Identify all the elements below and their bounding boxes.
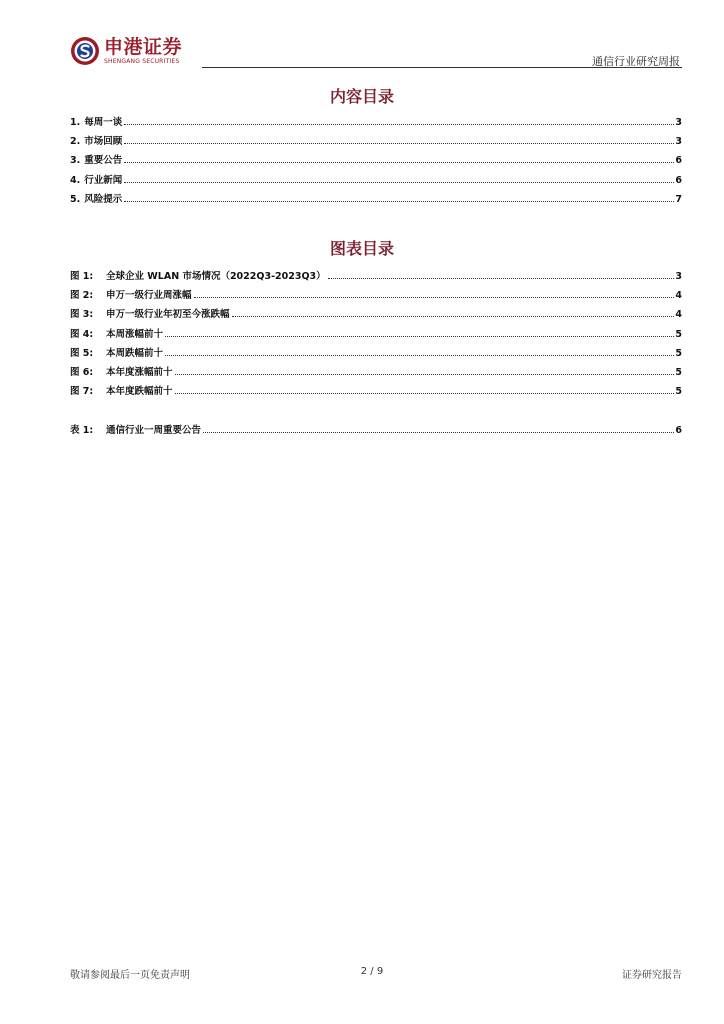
entry-label: 本周涨幅前十 [106, 328, 164, 340]
entry-number: 图 3: [70, 309, 94, 321]
tables-list [70, 422, 682, 441]
entry-number: 1. [70, 117, 81, 128]
figures-title: 图表目录 [329, 239, 394, 258]
entry-number: 4. [70, 174, 81, 186]
dot-leader [328, 277, 675, 279]
footer-doc-type: 证券研究报告 [622, 970, 682, 981]
entry-number: 5. [70, 193, 81, 205]
company-logo [70, 36, 182, 66]
dot-leader [124, 161, 674, 163]
figures-list [70, 268, 682, 402]
header-divider [202, 67, 682, 68]
entry-label: 本周跌幅前十 [106, 347, 164, 359]
dot-leader [175, 392, 675, 394]
figure-entry[interactable] [70, 326, 682, 345]
entry-label: 申万一级行业年初至今涨跌幅 [106, 309, 230, 321]
entry-title [70, 383, 173, 397]
entry-label: 市场回顾 [84, 136, 123, 148]
toc-entry[interactable] [70, 133, 682, 152]
entry-number: 图 2: [70, 290, 94, 302]
footer-disclaimer: 敬请参阅最后一页免责声明 [70, 970, 190, 981]
page-header [70, 32, 682, 72]
entry-page-number: 6 [675, 155, 682, 167]
entry-page-number: 6 [675, 174, 682, 186]
entry-title [70, 191, 122, 205]
entry-label: 本年度跌幅前十 [106, 386, 173, 398]
page-number: 2 / 9 [360, 966, 384, 977]
dot-leader [203, 431, 674, 433]
entry-page-number: 5 [675, 366, 682, 378]
logo-english-name: SHENGANG SECURITIES [104, 57, 180, 65]
entry-number: 3. [70, 155, 81, 167]
dot-leader [175, 373, 675, 375]
entry-title [70, 268, 326, 282]
entry-page-number: 6 [675, 425, 682, 436]
figure-entry[interactable] [70, 364, 682, 383]
entry-label: 本年度涨幅前十 [106, 366, 173, 378]
entry-label: 通信行业一周重要公告 [106, 425, 202, 436]
entry-page-number: 3 [675, 117, 682, 128]
entry-page-number: 5 [675, 347, 682, 359]
entry-number: 图 1: [70, 271, 94, 282]
contents-list [70, 114, 682, 210]
entry-page-number: 5 [675, 386, 682, 398]
toc-entry[interactable] [70, 114, 682, 133]
entry-title [70, 326, 163, 340]
entry-label: 全球企业 WLAN 市场情况（2022Q3-2023Q3） [106, 271, 326, 282]
dot-leader [124, 123, 674, 125]
dot-leader [124, 200, 674, 202]
entry-title [70, 172, 122, 186]
entry-title [70, 364, 173, 378]
entry-number: 图 5: [70, 347, 94, 359]
figure-entry[interactable] [70, 422, 682, 441]
entry-label: 行业新闻 [84, 174, 123, 186]
dot-leader [165, 335, 674, 337]
entry-title [70, 114, 122, 128]
dot-leader [194, 296, 675, 298]
entry-number: 表 1: [70, 425, 94, 436]
entry-label: 重要公告 [84, 155, 123, 167]
dot-leader [232, 315, 675, 317]
entry-page-number: 5 [675, 328, 682, 340]
entry-number: 图 7: [70, 386, 94, 398]
figure-entry[interactable] [70, 383, 682, 402]
entry-label: 每周一谈 [84, 117, 123, 128]
entry-number: 图 4: [70, 328, 94, 340]
dot-leader [165, 354, 674, 356]
contents-title: 内容目录 [329, 87, 394, 106]
entry-number: 图 6: [70, 366, 94, 378]
report-type: 通信行业研究周报 [592, 55, 680, 68]
entry-page-number: 3 [675, 136, 682, 148]
figure-entry[interactable] [70, 268, 682, 287]
toc-entry[interactable] [70, 172, 682, 191]
entry-page-number: 4 [675, 290, 682, 302]
figure-entry[interactable] [70, 306, 682, 325]
entry-page-number: 7 [675, 193, 682, 205]
dot-leader [124, 142, 674, 144]
logo-chinese-name: 申港证券 [104, 35, 183, 58]
entry-page-number: 3 [675, 271, 682, 282]
entry-title [70, 152, 122, 166]
entry-title [70, 345, 163, 359]
figure-entry[interactable] [70, 345, 682, 364]
entry-title [70, 306, 230, 320]
entry-label: 申万一级行业周涨幅 [106, 290, 192, 302]
dot-leader [124, 181, 674, 183]
toc-entry[interactable] [70, 191, 682, 210]
entry-number: 2. [70, 136, 81, 148]
entry-page-number: 4 [675, 309, 682, 321]
entry-title [70, 287, 192, 301]
shengang-logo-icon [70, 36, 100, 66]
figure-entry[interactable] [70, 287, 682, 306]
entry-label: 风险提示 [84, 193, 123, 205]
entry-title [70, 422, 201, 436]
toc-entry[interactable] [70, 152, 682, 171]
entry-title [70, 133, 122, 147]
